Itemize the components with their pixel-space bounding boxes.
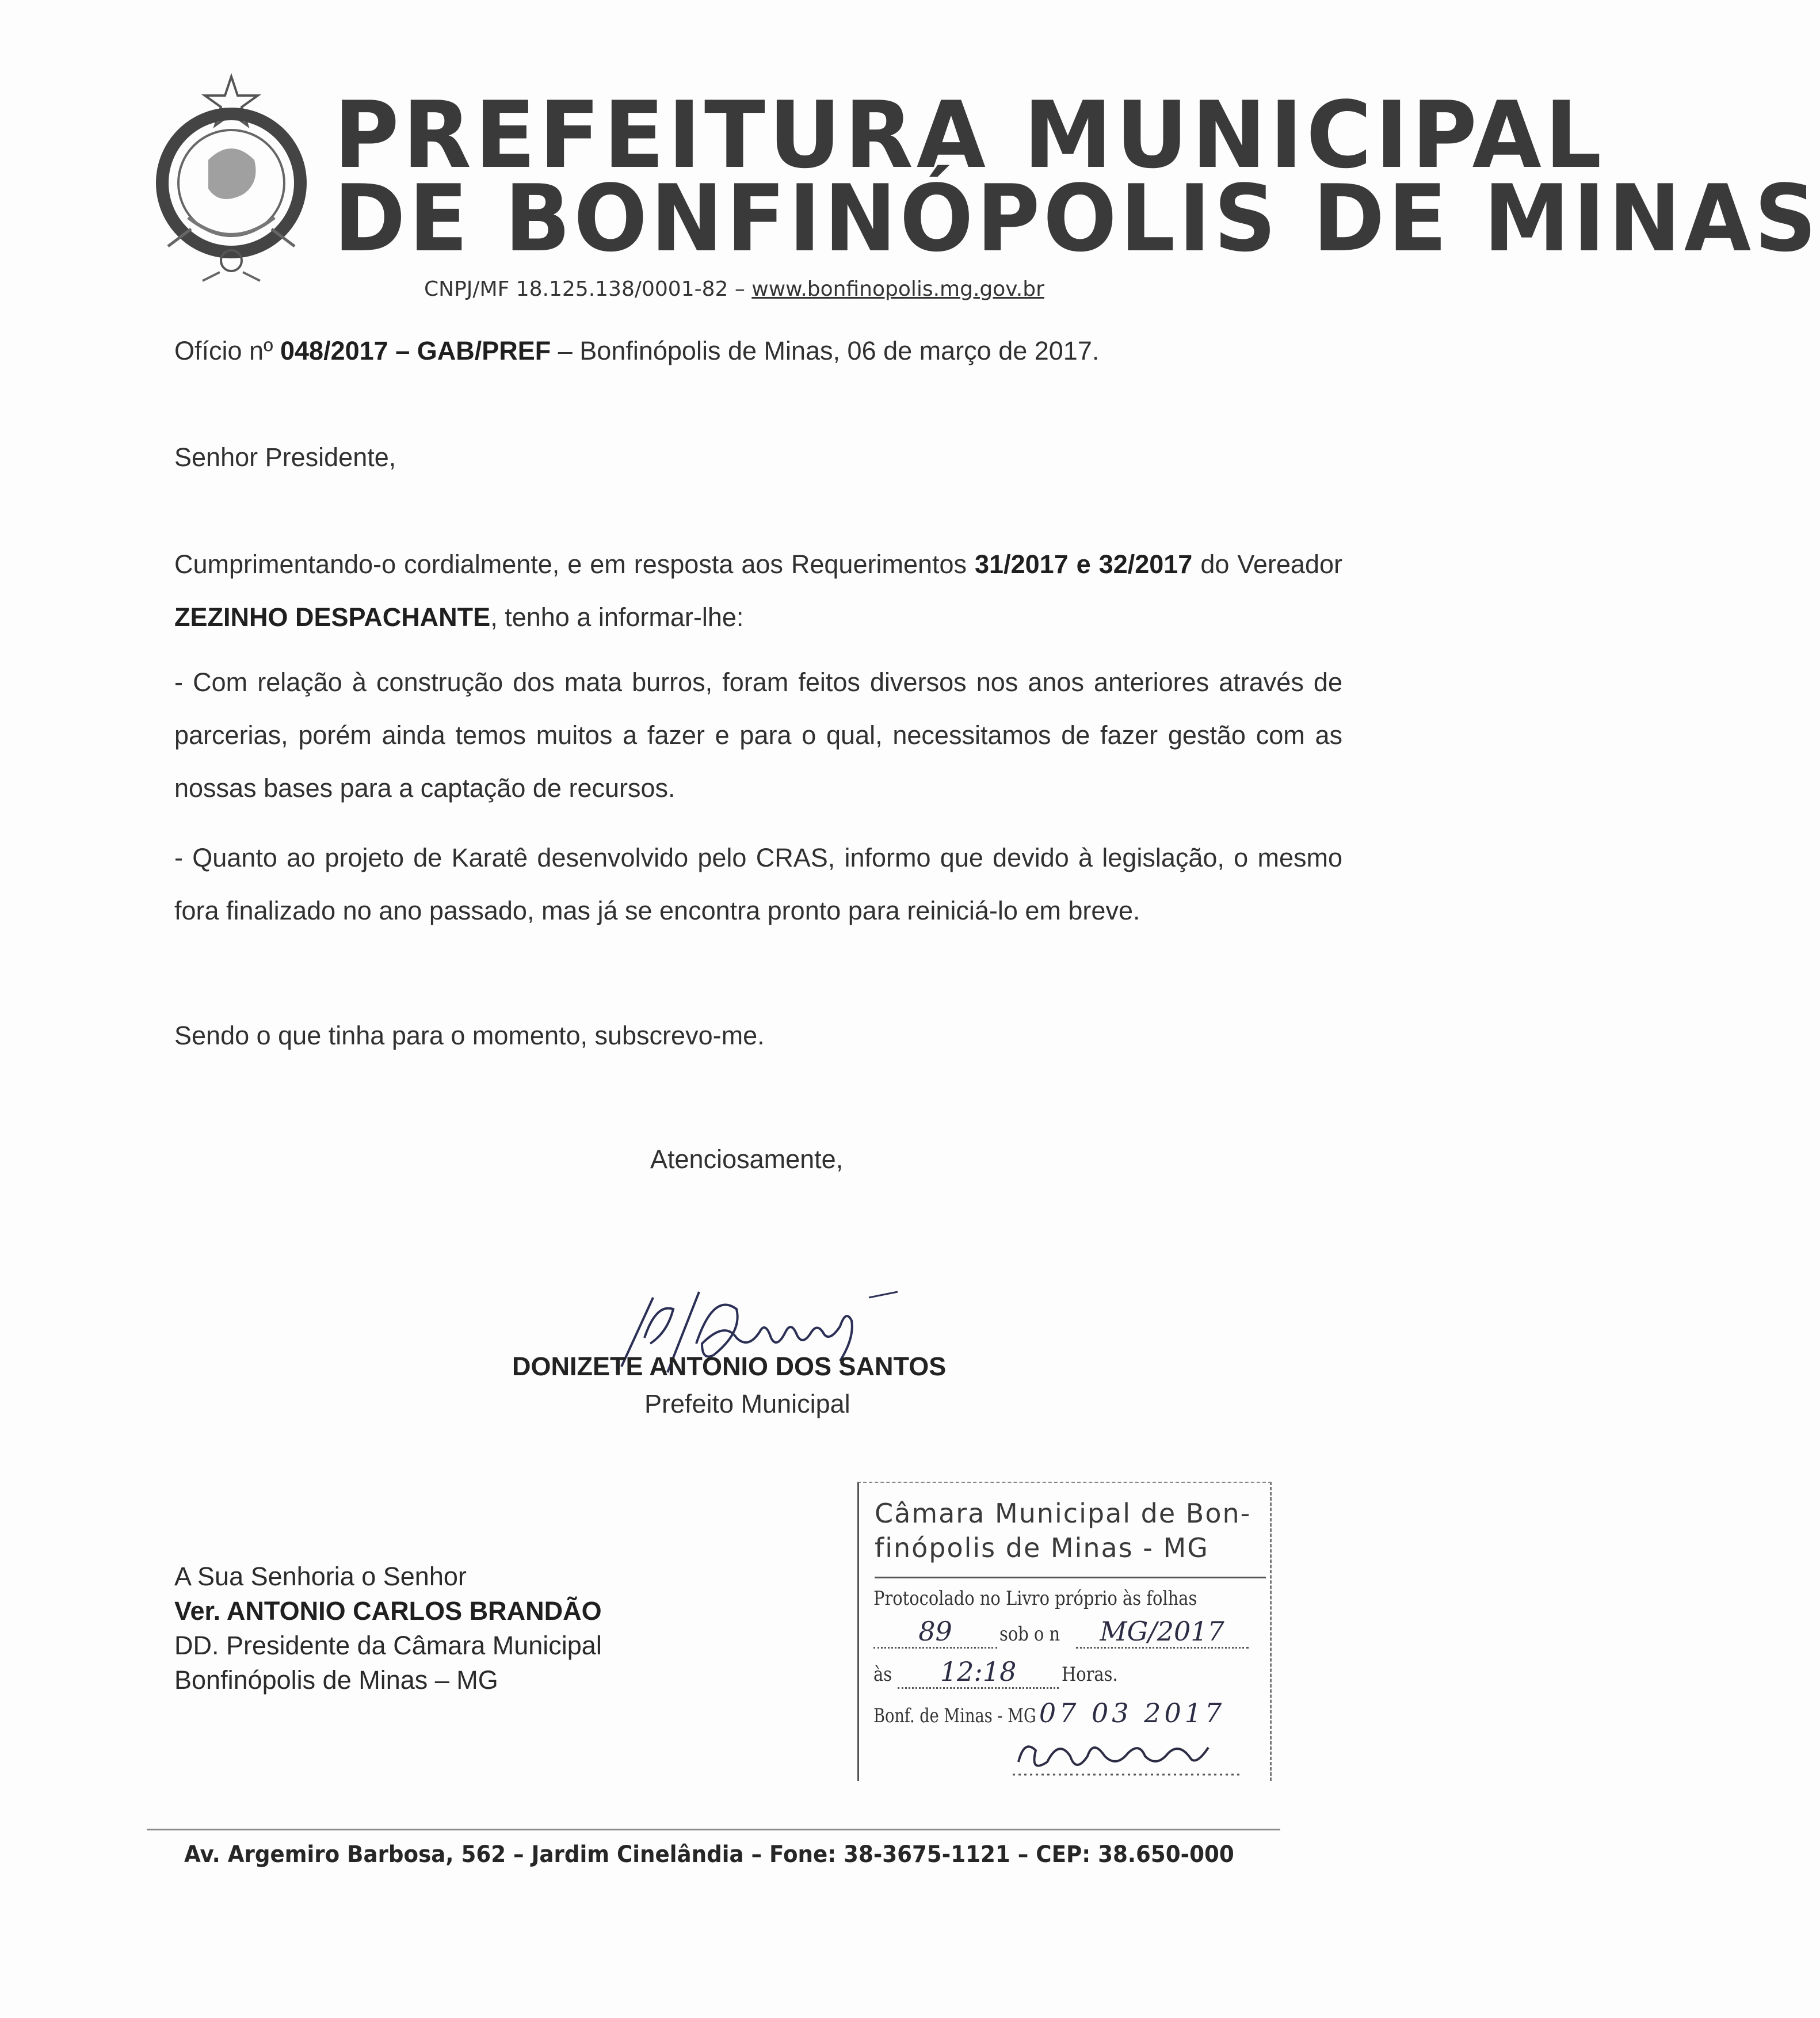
- stamp-date-value: 07 03 2017: [1039, 1697, 1226, 1729]
- p1-text-c: , tenho a informar-lhe:: [490, 602, 744, 632]
- website-link[interactable]: www.bonfinopolis.mg.gov.br: [751, 277, 1044, 301]
- p1-requerimentos: 31/2017 e 32/2017: [975, 550, 1193, 579]
- paragraph-4: Sendo o que tinha para o momento, subscrevo-me.: [174, 1021, 765, 1050]
- p1-text-b: do Vereador: [1192, 550, 1342, 579]
- cnpj-text: CNPJ/MF 18.125.138/0001-82 –: [424, 277, 752, 301]
- addressee-line-4: Bonfinópolis de Minas – MG: [174, 1665, 498, 1695]
- stamp-bonf-label: Bonf. de Minas - MG: [873, 1704, 1036, 1727]
- stamp-folhas-line: [873, 1616, 1249, 1649]
- closing: Atenciosamente,: [650, 1145, 844, 1174]
- footer-address: Av. Argemiro Barbosa, 562 – Jardim Cinelândia – Fone: 38-3675-1121 – CEP: 38.650-000: [184, 1841, 1234, 1868]
- stamp-number-value: MG/2017: [1076, 1616, 1249, 1649]
- oficio-number: 048/2017 – GAB/PREF: [280, 336, 551, 365]
- oficio-line: [174, 334, 1099, 368]
- stamp-title: [875, 1496, 1251, 1565]
- stamp-date-line: [873, 1697, 1225, 1729]
- paragraph-2: - Com relação à construção dos mata burros, foram feitos diversos nos anos anteriores através de parcerias, porém ainda temos muitos a fazer e para o qual, necessitamos de fazer gestão com as nossas bases para a captação de recursos.: [174, 667, 1342, 803]
- paragraph-3: - Quanto ao projeto de Karatê desenvolvido pelo CRAS, informo que devido à legislação, o mesmo fora finalizado no ano passado, mas já se encontra pronto para reiniciá-lo em breve.: [174, 843, 1342, 925]
- paragraph-1: [174, 538, 1342, 644]
- stamp-as-label: às: [873, 1663, 892, 1686]
- footer-divider: [147, 1829, 1280, 1830]
- stamp-folhas-value: 89: [873, 1616, 997, 1649]
- salutation: Senhor Presidente,: [174, 442, 396, 472]
- stamp-protocol-line: Protocolado no Livro próprio às folhas: [873, 1587, 1197, 1610]
- signer-name: DONIZETE ANTONIO DOS SANTOS: [512, 1352, 947, 1381]
- addressee-block: [174, 1559, 602, 1697]
- stamp-title-line-1: Câmara Municipal de Bon-: [875, 1498, 1252, 1529]
- oficio-prefix: Ofício nº: [174, 336, 280, 365]
- addressee-line-2: Ver. ANTONIO CARLOS BRANDÃO: [174, 1596, 602, 1626]
- stamp-sob-label: sob o n: [999, 1623, 1060, 1646]
- letterhead-line-1: PREFEITURA MUNICIPAL: [334, 81, 1605, 189]
- p1-text-a: Cumprimentando-o cordialmente, e em resposta aos Requerimentos: [174, 550, 975, 579]
- p1-vereador: ZEZINHO DESPACHANTE: [174, 602, 491, 632]
- stamp-hour-line: [873, 1656, 1128, 1689]
- signer-role: Prefeito Municipal: [644, 1389, 850, 1418]
- letterhead-cnpj: [424, 277, 1044, 301]
- stamp-divider: [875, 1577, 1266, 1578]
- municipal-coat-of-arms: [133, 74, 329, 281]
- addressee-line-1: A Sua Senhoria o Senhor: [174, 1562, 467, 1591]
- stamp-hour-value: 12:18: [898, 1656, 1059, 1689]
- stamp-title-line-2: finópolis de Minas - MG: [875, 1532, 1209, 1563]
- oficio-place-date: – Bonfinópolis de Minas, 06 de março de 2017.: [551, 336, 1100, 365]
- addressee-line-3: DD. Presidente da Câmara Municipal: [174, 1631, 602, 1660]
- letterhead-line-2: DE BONFINÓPOLIS DE MINAS: [334, 165, 1820, 272]
- stamp-horas-label: Horas.: [1061, 1663, 1118, 1686]
- stamp-clerk-signature: [1013, 1733, 1243, 1779]
